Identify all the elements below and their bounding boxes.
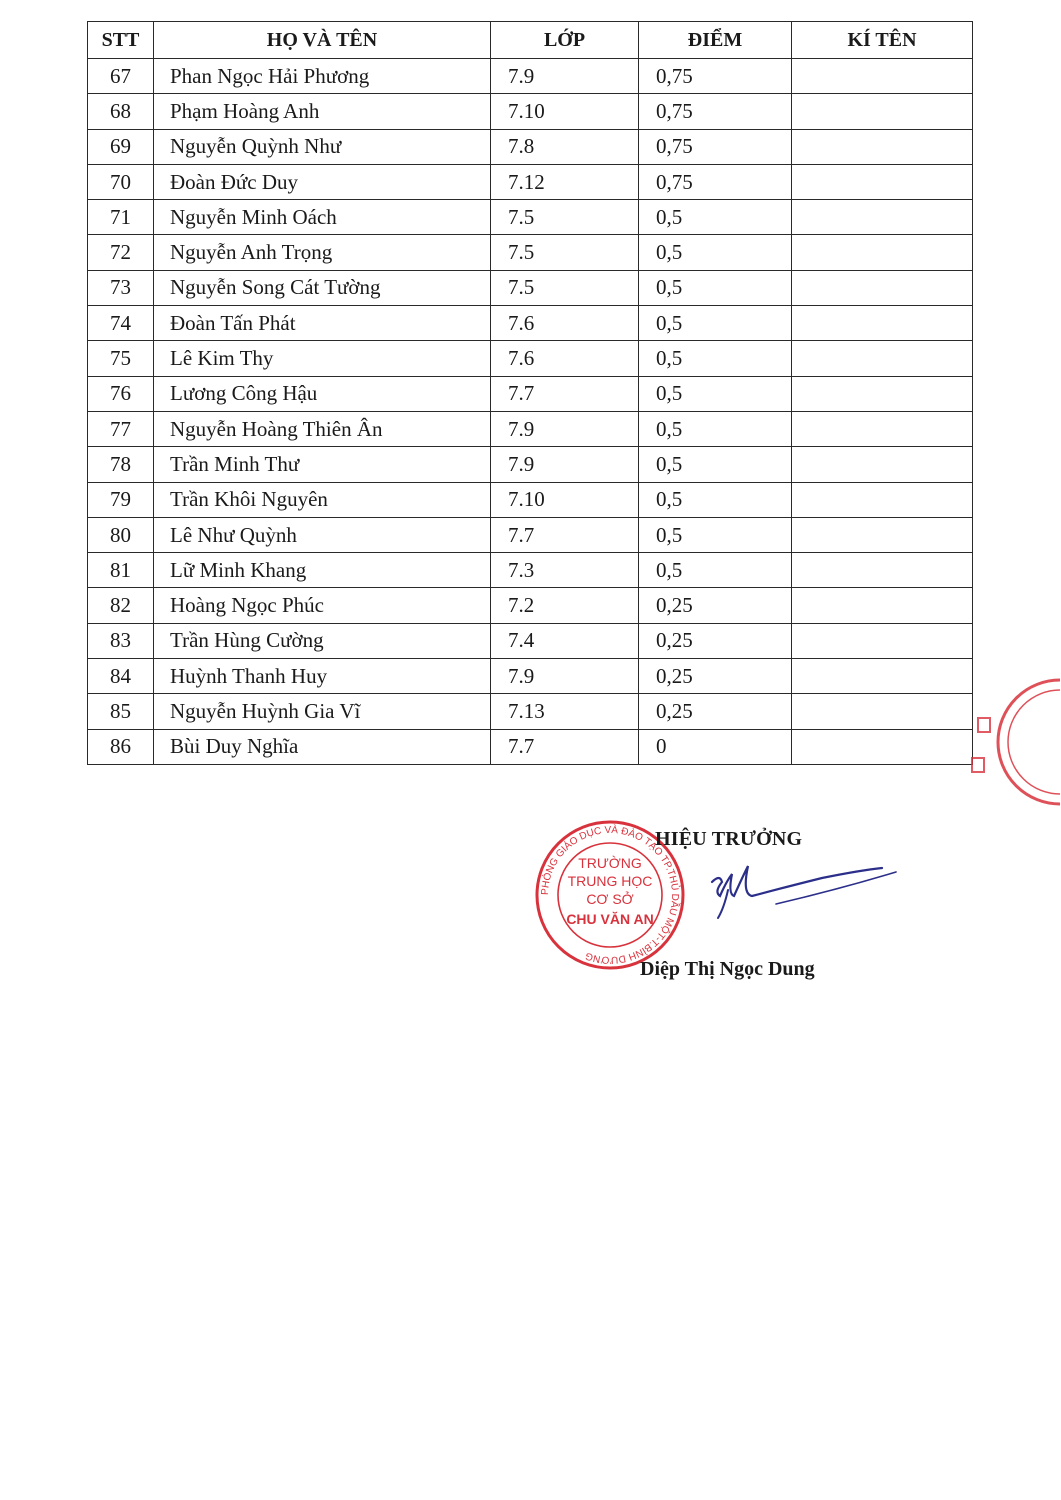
cell-stt: 70 <box>88 164 154 199</box>
cell-class: 7.13 <box>491 694 639 729</box>
cell-class: 7.5 <box>491 200 639 235</box>
cell-name: Trần Hùng Cường <box>154 623 491 658</box>
cell-score: 0,5 <box>639 200 792 235</box>
cell-score: 0,5 <box>639 306 792 341</box>
cell-score: 0,75 <box>639 164 792 199</box>
cell-stt: 85 <box>88 694 154 729</box>
table-row <box>88 376 973 411</box>
table-row <box>88 588 973 623</box>
table-row <box>88 164 973 199</box>
cell-name: Phan Ngọc Hải Phương <box>154 59 491 94</box>
cell-sign <box>792 553 973 588</box>
cell-score: 0,5 <box>639 411 792 446</box>
cell-name: Nguyễn Hoàng Thiên Ân <box>154 411 491 446</box>
cell-name: Nguyễn Anh Trọng <box>154 235 491 270</box>
cell-class: 7.5 <box>491 235 639 270</box>
cell-stt: 75 <box>88 341 154 376</box>
header-stt: STT <box>88 22 154 59</box>
header-class: LỚP <box>491 22 639 59</box>
cell-name: Huỳnh Thanh Huy <box>154 659 491 694</box>
signer-name: Diệp Thị Ngọc Dung <box>640 958 815 980</box>
table-row <box>88 482 973 517</box>
cell-score: 0,5 <box>639 517 792 552</box>
cell-name: Lê Như Quỳnh <box>154 517 491 552</box>
cell-score: 0,25 <box>639 588 792 623</box>
partial-stamp-right <box>960 660 1060 825</box>
cell-sign <box>792 694 973 729</box>
table-header-row <box>88 22 973 59</box>
cell-name: Bùi Duy Nghĩa <box>154 729 491 764</box>
cell-score: 0,5 <box>639 376 792 411</box>
cell-stt: 69 <box>88 129 154 164</box>
cell-class: 7.9 <box>491 659 639 694</box>
stamp-ring-text: PHÒNG GIÁO DỤC VÀ ĐÀO TẠO TP.THỦ DẦU MỘT-T.BÌNH DƯƠNG <box>539 824 681 966</box>
cell-score: 0,5 <box>639 482 792 517</box>
table-row <box>88 270 973 305</box>
cell-class: 7.10 <box>491 482 639 517</box>
cell-class: 7.6 <box>491 341 639 376</box>
cell-stt: 84 <box>88 659 154 694</box>
table-row <box>88 447 973 482</box>
table-row <box>88 659 973 694</box>
cell-class: 7.6 <box>491 306 639 341</box>
cell-class: 7.9 <box>491 59 639 94</box>
cell-score: 0,25 <box>639 694 792 729</box>
cell-name: Phạm Hoàng Anh <box>154 94 491 129</box>
cell-sign <box>792 517 973 552</box>
cell-stt: 82 <box>88 588 154 623</box>
cell-name: Lữ Minh Khang <box>154 553 491 588</box>
cell-stt: 72 <box>88 235 154 270</box>
cell-score: 0,75 <box>639 129 792 164</box>
cell-score: 0,25 <box>639 623 792 658</box>
table-row <box>88 553 973 588</box>
cell-sign <box>792 164 973 199</box>
header-score: ĐIỂM <box>639 22 792 59</box>
cell-stt: 78 <box>88 447 154 482</box>
cell-class: 7.9 <box>491 411 639 446</box>
cell-score: 0,5 <box>639 235 792 270</box>
cell-name: Nguyễn Minh Oách <box>154 200 491 235</box>
cell-name: Đoàn Đức Duy <box>154 164 491 199</box>
cell-sign <box>792 482 973 517</box>
cell-sign <box>792 411 973 446</box>
table-row <box>88 200 973 235</box>
cell-sign <box>792 200 973 235</box>
cell-class: 7.7 <box>491 517 639 552</box>
cell-stt: 81 <box>88 553 154 588</box>
table-row <box>88 694 973 729</box>
cell-score: 0,75 <box>639 59 792 94</box>
cell-class: 7.9 <box>491 447 639 482</box>
cell-name: Lương Công Hậu <box>154 376 491 411</box>
cell-sign <box>792 59 973 94</box>
cell-stt: 67 <box>88 59 154 94</box>
cell-sign <box>792 447 973 482</box>
stamp-line3: CƠ SỞ <box>586 891 634 907</box>
cell-stt: 86 <box>88 729 154 764</box>
score-table <box>87 21 973 765</box>
cell-class: 7.10 <box>491 94 639 129</box>
table-row <box>88 341 973 376</box>
cell-class: 7.7 <box>491 729 639 764</box>
table-row <box>88 94 973 129</box>
cell-name: Nguyễn Song Cát Tường <box>154 270 491 305</box>
cell-stt: 80 <box>88 517 154 552</box>
cell-stt: 76 <box>88 376 154 411</box>
cell-class: 7.5 <box>491 270 639 305</box>
cell-sign <box>792 129 973 164</box>
stamp-line1: TRƯỜNG <box>578 855 642 871</box>
cell-class: 7.4 <box>491 623 639 658</box>
table-row <box>88 129 973 164</box>
header-name: HỌ VÀ TÊN <box>154 22 491 59</box>
cell-class: 7.2 <box>491 588 639 623</box>
cell-sign <box>792 270 973 305</box>
cell-stt: 77 <box>88 411 154 446</box>
table-row <box>88 235 973 270</box>
cell-class: 7.7 <box>491 376 639 411</box>
table-row <box>88 729 973 764</box>
table-row <box>88 517 973 552</box>
cell-score: 0,5 <box>639 341 792 376</box>
cell-sign <box>792 623 973 658</box>
cell-score: 0,5 <box>639 553 792 588</box>
cell-stt: 73 <box>88 270 154 305</box>
cell-score: 0 <box>639 729 792 764</box>
table-row <box>88 59 973 94</box>
cell-stt: 71 <box>88 200 154 235</box>
cell-name: Đoàn Tấn Phát <box>154 306 491 341</box>
cell-score: 0,5 <box>639 270 792 305</box>
cell-sign <box>792 376 973 411</box>
signature-title: HIỆU TRƯỞNG <box>655 828 803 850</box>
cell-sign <box>792 659 973 694</box>
table-row <box>88 306 973 341</box>
cell-stt: 74 <box>88 306 154 341</box>
handwritten-signature <box>680 860 910 935</box>
cell-stt: 79 <box>88 482 154 517</box>
stamp-line2: TRUNG HỌC <box>567 873 653 889</box>
cell-name: Hoàng Ngọc Phúc <box>154 588 491 623</box>
header-sign: KÍ TÊN <box>792 22 973 59</box>
cell-sign <box>792 235 973 270</box>
cell-sign <box>792 341 973 376</box>
cell-name: Trần Minh Thư <box>154 447 491 482</box>
cell-class: 7.8 <box>491 129 639 164</box>
table-row <box>88 411 973 446</box>
cell-name: Lê Kim Thy <box>154 341 491 376</box>
cell-sign <box>792 306 973 341</box>
cell-stt: 68 <box>88 94 154 129</box>
cell-sign <box>792 729 973 764</box>
cell-class: 7.3 <box>491 553 639 588</box>
cell-class: 7.12 <box>491 164 639 199</box>
cell-name: Trần Khôi Nguyên <box>154 482 491 517</box>
cell-score: 0,25 <box>639 659 792 694</box>
cell-score: 0,5 <box>639 447 792 482</box>
cell-name: Nguyễn Quỳnh Như <box>154 129 491 164</box>
cell-name: Nguyễn Huỳnh Gia Vĩ <box>154 694 491 729</box>
stamp-line4: CHU VĂN AN <box>566 911 654 927</box>
table-row <box>88 623 973 658</box>
signature-block <box>530 820 950 990</box>
cell-stt: 83 <box>88 623 154 658</box>
cell-sign <box>792 94 973 129</box>
cell-score: 0,75 <box>639 94 792 129</box>
cell-sign <box>792 588 973 623</box>
